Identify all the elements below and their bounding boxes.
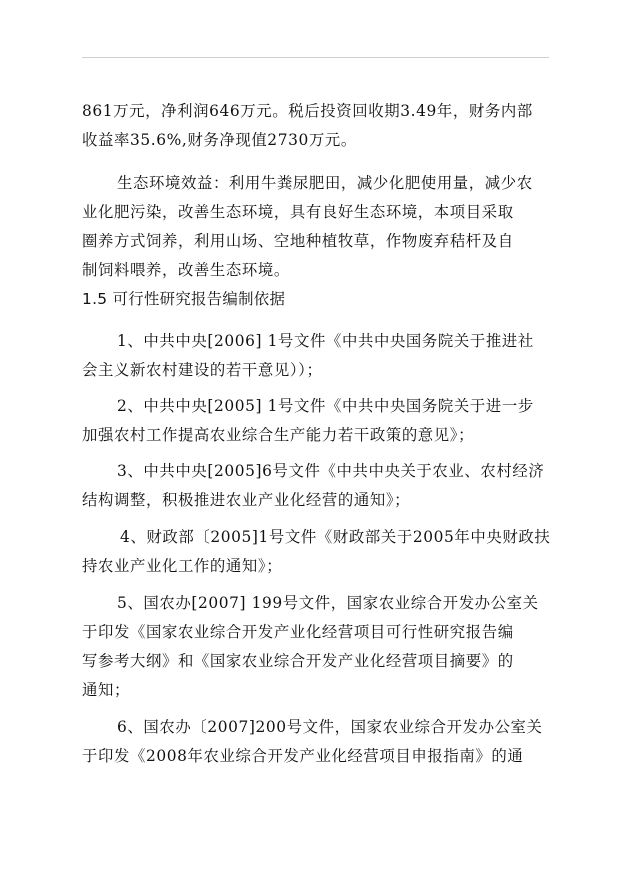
basis-item-3-line-1: 3、中共中央[2005]6号文件《中共中央关于农业、农村经济 <box>117 462 545 480</box>
paragraph-ecology-line-1: 生态环境效益：利用牛粪尿肥田，减少化肥使用量，减少农 <box>117 174 533 192</box>
basis-item-2-line-2: 加强农村工作提高农业综合生产能力若干政策的意见》； <box>82 426 475 444</box>
basis-item-6-line-1: 6、国农办〔2007]200号文件，国家农业综合开发办公室关 <box>117 718 543 736</box>
paragraph-finance-line-1: 861万元，净利润646万元。税后投资回收期3.49年，财务内部 <box>82 102 533 120</box>
header-rule <box>82 57 549 58</box>
basis-item-5-line-2: 于印发《国家农业综合开发产业化经营项目可行性研究报告编 <box>82 623 514 641</box>
basis-item-5-line-4: 通知； <box>82 681 130 699</box>
basis-item-5-line-1: 5、国农办[2007] 199号文件，国家农业综合开发办公室关 <box>117 594 539 612</box>
basis-item-2-line-1: 2、中共中央[2005] 1号文件《中共中央国务院关于进一步 <box>117 397 534 415</box>
basis-item-4-line-2: 持农业产业化工作的通知》； <box>82 557 283 575</box>
paragraph-ecology-line-3: 圈养方式饲养，利用山场、空地种植牧草，作物废弃秸杆及自 <box>82 232 514 250</box>
basis-item-4-line-1: 4、财政部〔2005]1号文件《财政部关于2005年中央财政扶 <box>120 528 551 546</box>
basis-item-1-line-1: 1、中共中央[2006] 1号文件《中共中央国务院关于推进社 <box>117 332 534 350</box>
section-heading: 1.5 可行性研究报告编制依据 <box>82 290 286 308</box>
basis-item-6-line-2: 于印发《2008年农业综合开发产业化经营项目申报指南》的通 <box>82 747 524 765</box>
paragraph-ecology-line-2: 业化肥污染，改善生态环境，具有良好生态环境，本项目采取 <box>82 203 514 221</box>
basis-item-3-line-2: 结构调整，积极推进农业产业化经营的通知》； <box>82 491 411 509</box>
paragraph-ecology-line-4: 制饲料喂养，改善生态环境。 <box>82 261 290 279</box>
paragraph-finance-line-2: 收益率35.6%,财务净现值2730万元。 <box>82 131 357 149</box>
basis-item-5-line-3: 写参考大纲》和《国家农业综合开发产业化经营项目摘要》的 <box>82 652 514 670</box>
basis-item-1-line-2: 会主义新农村建设的若干意见））； <box>82 361 323 379</box>
